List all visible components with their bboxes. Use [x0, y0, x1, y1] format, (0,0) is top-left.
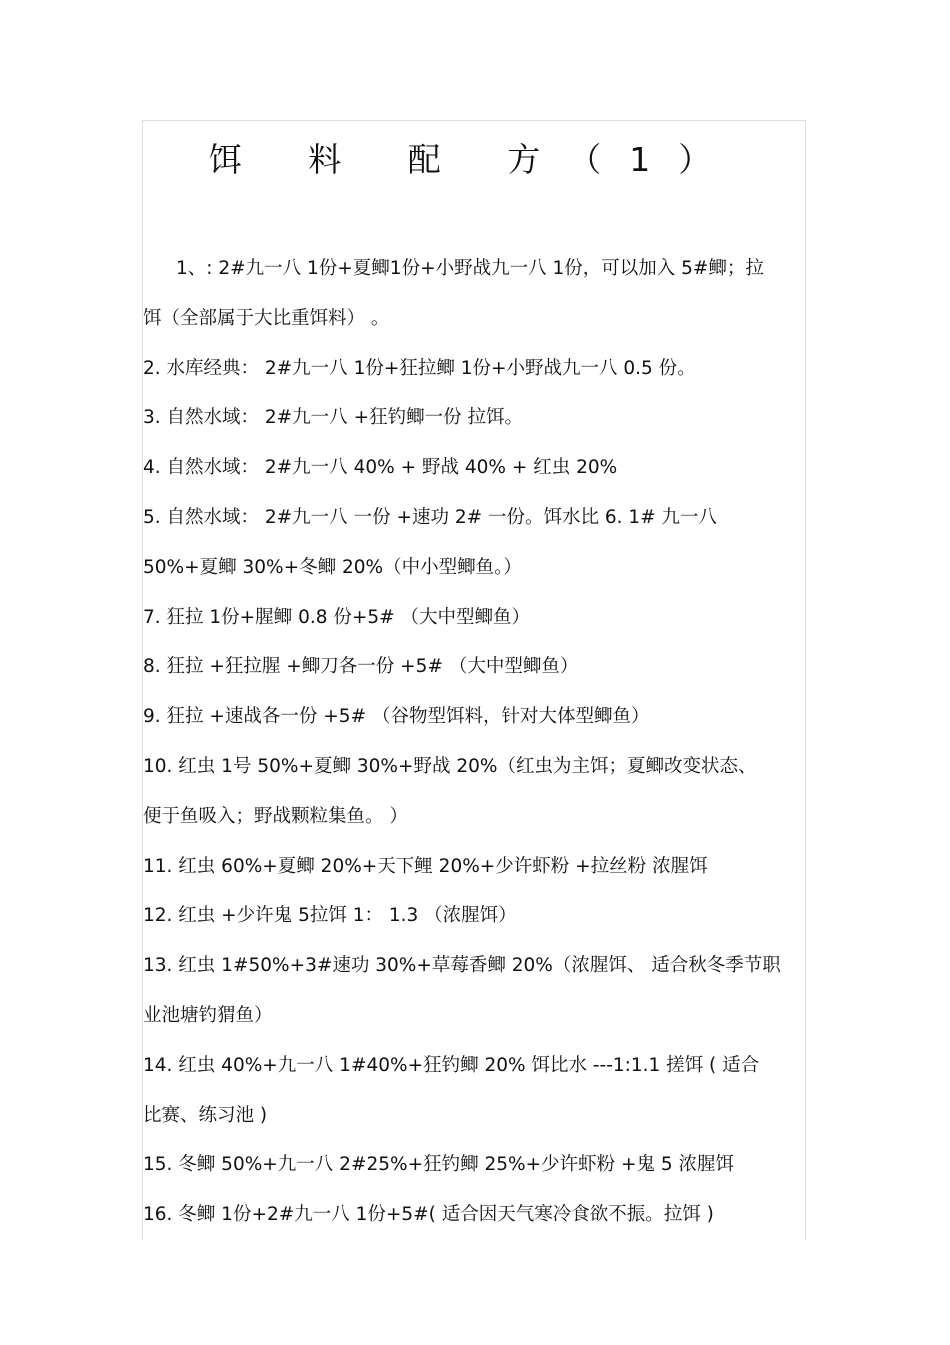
recipe-line-14-cont: 比赛、练习池 ) — [143, 1104, 268, 1126]
recipe-line-5: 5. 自然水域： 2#九一八 一份 +速功 2# 一份。饵水比 6. 1# 九一八 — [143, 506, 718, 528]
recipe-line-16: 16. 冬鲫 1份+2#九一八 1份+5#( 适合因天气寒冷食欲不振。拉饵 ) — [143, 1204, 714, 1226]
recipe-line-7: 7. 狂拉 1份+腥鲫 0.8 份+5# （大中型鲫鱼） — [143, 606, 531, 628]
recipe-line-5-cont: 50%+夏鲫 30%+冬鲫 20%（中小型鲫鱼。） — [143, 556, 522, 578]
recipe-line-3: 3. 自然水域： 2#九一八 +狂钓鲫一份 拉饵。 — [143, 407, 523, 429]
recipe-line-1: 1、: 2#九一八 1份+夏鲫1份+小野战九一八 1份，可以加入 5#鲫；拉 — [176, 258, 764, 279]
recipe-line-11: 11. 红虫 60%+夏鲫 20%+天下鲤 20%+少许虾粉 +拉丝粉 浓腥饵 — [143, 855, 708, 877]
recipe-line-10: 10. 红虫 1号 50%+夏鲫 30%+野战 20%（红虫为主饵；夏鲫改变状态、 — [143, 755, 757, 777]
recipe-line-9: 9. 狂拉 +速战各一份 +5# （谷物型饵料，针对大体型鲫鱼） — [143, 706, 650, 728]
recipe-line-13-cont: 业池塘钓猬鱼） — [143, 1004, 273, 1026]
recipe-line-8: 8. 狂拉 +狂拉腥 +鲫刀各一份 +5# （大中型鲫鱼） — [143, 656, 579, 678]
recipe-line-15: 15. 冬鲫 50%+九一八 2#25%+狂钓鲫 25%+少许虾粉 +鬼 5 浓腥饵 — [143, 1154, 734, 1176]
recipe-line-1-cont: 饵（全部属于大比重饵料） 。 — [143, 307, 390, 329]
recipe-line-2: 2. 水库经典： 2#九一八 1份+狂拉鲫 1份+小野战九一八 0.5 份。 — [143, 357, 696, 379]
document-title: 饵 料 配 方（1） — [208, 140, 740, 179]
recipe-line-14: 14. 红虫 40%+九一八 1#40%+狂钓鲫 20% 饵比水 ---1:1.1 搓饵 ( 适合 — [143, 1054, 760, 1076]
recipe-line-10-cont: 便于鱼吸入；野战颗粒集鱼。 ） — [143, 805, 408, 827]
recipe-line-12: 12. 红虫 +少许鬼 5拉饵 1： 1.3 （浓腥饵） — [143, 905, 517, 927]
recipe-line-4: 4. 自然水域： 2#九一八 40% + 野战 40% + 红虫 20% — [143, 457, 618, 479]
recipe-list — [143, 244, 808, 1240]
recipe-line-13: 13. 红虫 1#50%+3#速功 30%+草莓香鲫 20%（浓腥饵、 适合秋冬季节职 — [143, 955, 781, 977]
